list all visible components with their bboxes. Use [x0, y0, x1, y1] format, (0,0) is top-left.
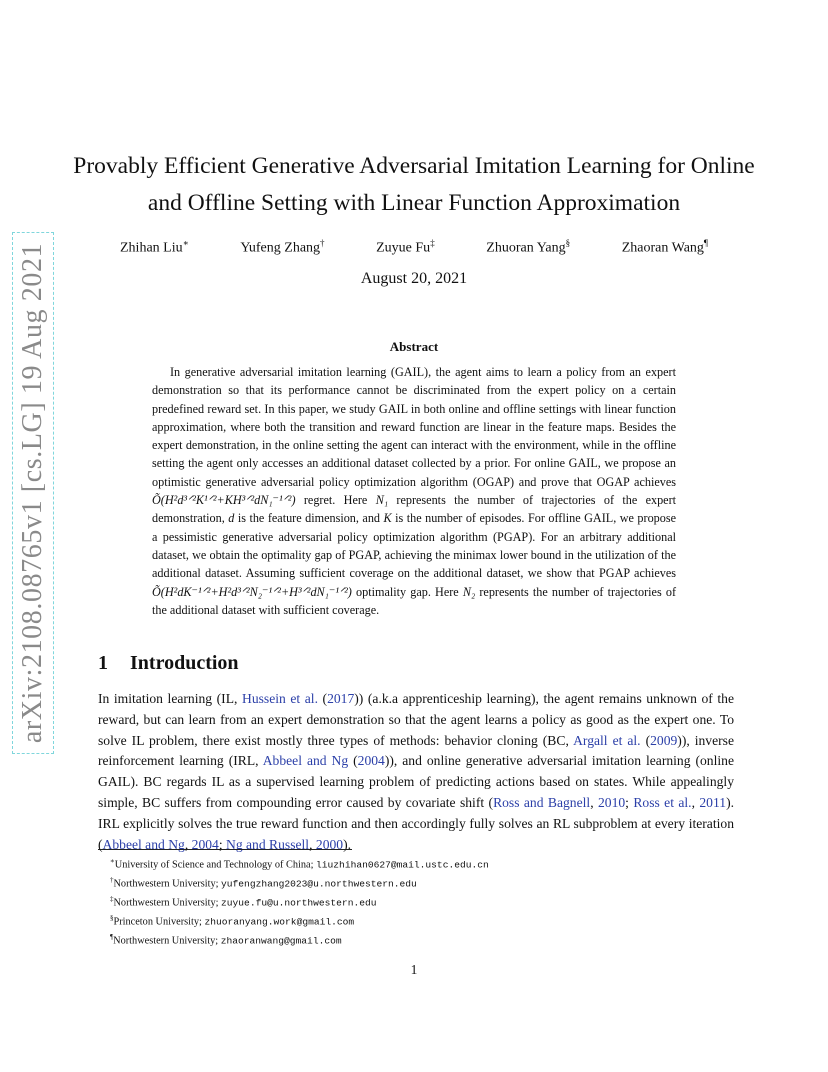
author-email: zuyue.fu@u.northwestern.edu: [221, 897, 377, 909]
abstract-heading: Abstract: [389, 339, 439, 354]
author-list: [120, 238, 708, 257]
section-title: Introduction: [130, 652, 239, 674]
citation-link[interactable]: Ross et al.: [633, 794, 692, 810]
citation-link[interactable]: Argall et al.: [573, 732, 641, 748]
citation-link[interactable]: 2010: [597, 794, 626, 810]
citation-link[interactable]: 2004: [191, 836, 219, 852]
footnote: †Northwestern University; yufengzhang2023@u.northwestern.edu: [110, 876, 417, 890]
author: Yufeng Zhang†: [240, 238, 325, 256]
citation-link[interactable]: 2017: [327, 691, 355, 706]
citation-link[interactable]: 2004: [357, 753, 385, 769]
paper-title: Provably Efficient Generative Adversarial Imitation Learning for Online and Offline Setting with Linear Function Approximation: [73, 153, 755, 216]
section-heading: [98, 652, 239, 675]
regret-bound-formula: Õ(H²d³ᐟ²K¹ᐟ²+KH³ᐟ²dN₁⁻¹ᐟ²): [152, 493, 296, 508]
citation-link[interactable]: 2000: [315, 836, 344, 852]
footnote-list: [110, 854, 730, 949]
page-number: 1: [410, 962, 418, 977]
author: Zhaoran Wang¶: [621, 238, 708, 256]
section-number: 1: [98, 652, 108, 674]
abstract-text: In generative adversarial imitation learning (GAIL), the agent aims to learn a policy from an expert demonstration so that its performance cannot be discriminated from the expert policy on a certain predefined reward set. In this paper, we study GAIL in both online and offline settings with linear function approximation, where both the transition and reward function are linear in the feature maps. Besides the expert demonstration, in the online setting the agent can interact with the environment, while in the offline setting the agent only accesses an additional dataset collected by a prior. For online GAIL, we propose an optimistic generative adversarial policy optimization algorithm (OGAP) and prove that OGAP achieves Õ(H²d³ᐟ²K¹ᐟ²+KH³ᐟ²dN₁⁻¹ᐟ²) regret. Here N₁ represents the number of trajectories of the expert demonstration, d is the feature dimension, and K is the number of episodes. For offline GAIL, we propose a pessimistic generative adversarial policy optimization algorithm (PGAP). For an arbitrary additional dataset, we obtain the optimality gap of PGAP, achieving the minimax lower bound in the utilization of the additional dataset. Assuming sufficient coverage on the additional dataset, we show that PGAP achieves Õ(H²dK⁻¹ᐟ²+H²d³ᐟ²N₂⁻¹ᐟ²+H³ᐟ²dN₁⁻¹ᐟ²) optimality gap. Here N₂ represents the number of trajectories of the additional dataset with sufficient coverage.: [152, 365, 677, 617]
publication-date: August 20, 2021: [360, 270, 468, 287]
footnote: ∗University of Science and Technology of China; liuzhihan0627@mail.ustc.edu.cn: [110, 857, 489, 871]
author-email: zhaoranwang@gmail.com: [220, 935, 342, 947]
citation-link[interactable]: 2009: [650, 732, 678, 748]
author-email: liuzhihan0627@mail.ustc.edu.cn: [316, 859, 489, 871]
author-email: yufengzhang2023@u.northwestern.edu: [221, 878, 417, 890]
arxiv-stamp: [12, 232, 54, 754]
author: Zhihan Liu∗: [120, 238, 189, 256]
author: Zuyue Fu‡: [376, 238, 435, 256]
introduction-text: In imitation learning (IL, Hussein et al. (2017)) (a.k.a apprenticeship learning), the agent remains unknown of the reward, but can learn from an expert demonstration so that the agent learns a policy as good as the expert one. To solve IL problem, there exist mostly three types of methods: behavior cloning (BC, Argall et al. (2009)), inverse reinforcement learning (IRL, Abbeel and Ng (2004)), and online generative adversarial imitation learning (online GAIL). BC regards IL as a supervised learning problem of predicting actions based on states. While appealingly simple, BC suffers from compounding error caused by covariate shift (Ross and Bagnell, 2010; Ross et al., 2011). IRL explicitly solves the true reward function and then accordingly fully solves an RL subproblem at every iteration (Abbeel and Ng, 2004; Ng and Russell, 2000).: [98, 691, 734, 852]
citation-link[interactable]: Hussein et al.: [242, 691, 318, 706]
footnote-divider: [98, 849, 352, 850]
author: Zhuoran Yang§: [486, 238, 571, 256]
footnote: §Princeton University; zhuoranyang.work@gmail.com: [110, 914, 355, 928]
footnote: ‡Northwestern University; zuyue.fu@u.northwestern.edu: [110, 895, 377, 909]
citation-link[interactable]: 2011: [699, 794, 727, 810]
citation-link[interactable]: Ross and Bagnell: [493, 794, 591, 810]
citation-link[interactable]: Abbeel and Ng: [102, 836, 185, 852]
optimality-gap-formula: Õ(H²dK⁻¹ᐟ²+H²d³ᐟ²N₂⁻¹ᐟ²+H³ᐟ²dN₁⁻¹ᐟ²): [152, 584, 352, 599]
author-email: zhuoranyang.work@gmail.com: [204, 916, 355, 928]
citation-link[interactable]: Ng and Russell: [226, 836, 310, 852]
footnote: ¶Northwestern University; zhaoranwang@gmail.com: [110, 933, 342, 947]
arxiv-identifier: arXiv:2108.08765v1 [cs.LG] 19 Aug 2021: [17, 242, 48, 744]
citation-link[interactable]: Abbeel and Ng: [262, 753, 349, 769]
